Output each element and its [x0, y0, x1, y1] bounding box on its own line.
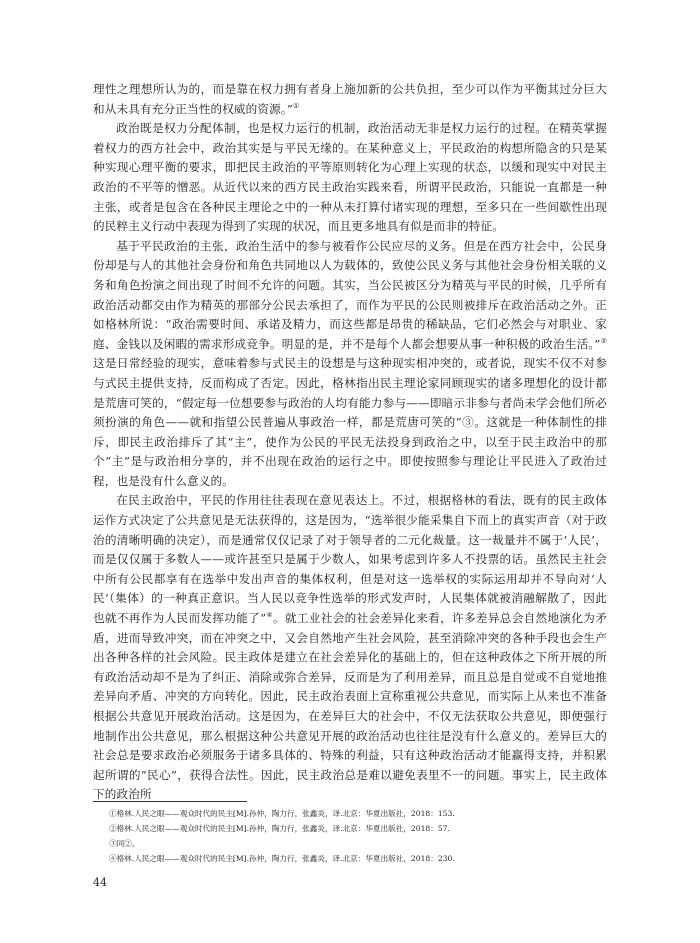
paragraph-3 [93, 237, 607, 492]
footnote-ref-2: ② [600, 336, 607, 345]
footnote-ref-1: ① [292, 101, 300, 110]
paragraph-4 [93, 491, 607, 805]
footnote-divider [93, 801, 247, 802]
paragraph-4-text: 在民主政治中，平民的作用往往表现在意见表达上。不过，根据格林的看法，既有的民主政体运作方式决定了公共意见是无法获得的，这是因为，“选举很少能采集自下而上的真实声音（对于政治的清晰明确的决定），而是通常仅仅记录了对于领导者的二元化裁量。这一裁量并不属于‘人民’，而是仅仅属于多数人——或许甚至只是属于少数人，如果考虑到许多人不投票的话。虽然民主社会中所有公民都享有在选举中发出声音的集体权利，但是对这一选举权的实际运用却并不导向对‘人民’（集体）的一种真正意识。当人民以竞争性选举的形式发声时，人民集体就被消融解散了，因此也就不再作为人民而发挥功能了” [93, 493, 607, 626]
footnote-3: ③同②。 [109, 839, 140, 848]
paragraph-1-text: 理性之理想所认为的，而是靠在权力拥有者身上施加新的公共负担，至少可以作为平衡其过分巨大和从未具有充分正当性的权威的资源。” [93, 82, 607, 116]
footnote-2: ②格林.人民之眼——观众时代的民主[M].孙仲，陶力行，张鑫炎，译.北京：华夏出版社，2018：57. [109, 824, 450, 833]
footnote-ref-4: ④ [266, 611, 273, 620]
paragraph-3-continuation: 这是日常经验的现实，意味着参与式民主的设想是与这种现实相冲突的，或者说，现实不仅不对参与式民主提供支持，反而构成了否定。因此，格林指出民主理论家同顾现实的诸多理想化的设计都是荒唐可笑的，“假定每一位想要参与政治的人均有能力参与——即暗示非参与者尚未学会他们所必须扮演的角色——就和指望公民普遍从事政治一样，都是荒唐可笑的”③。这就是一种体制性的排斥，即民主政治排斥了其“主”，使作为公民的平民无法投身到政治之中，以至于民主政治中的那个“主”是与政治相分享的，并不出现在政治的运行之中。即使按照参与理论让平民进入了政治过程，也是没有什么意义的。 [93, 356, 607, 488]
paragraph-4-continuation: 。就工业社会的社会差异化来看，许多差异总会自然地演化为矛盾，进而导致冲突，而在冲突之中，又会自然地产生社会风险，甚至消除冲突的各种手段也会生产出各种各样的社会风险。民主政体是建立在社会差异化的基础上的，但在这种政体之下所开展的所有政治活动却不是为了纠正、消除或弥合差异，反而是为了利用差异，而且总是自觉或不自觉地推差异向矛盾、冲突的方向转化。因此，民主政治表面上宣称重视公共意见，而实际上从来也不准备根据公共意见开展政治活动。这是因为，在差异巨大的社会中，不仅无法获取公共意见，即便强行地制作出公共意见，那么根据这种公共意见开展的政治活动也往往是没有什么意义的。差异巨大的社会总是要求政治必须服务于诸多具体的、特殊的利益，只有这种政治活动才能赢得支持，并积累起所谓的“民心”，获得合法性。因此，民主政治总是难以避免表里不一的问题。事实上，民主政体下的政治所 [93, 611, 607, 802]
paragraph-2-text: 政治既是权力分配体制，也是权力运行的机制，政治活动无非是权力运行的过程。在精英掌握着权力的西方社会中，政治其实是与平民无缘的。在某种意义上，平民政治的构想所隐含的只是某种实现心理平衡的要求，即把民主政治的平等原则转化为心理上实现的状态，以缓和现实中对民主政治的不平等的憎恶。从近代以来的西方民主政治实践来看，所谓平民政治，只能说一直都是一种主张，或者是包含在各种民主理论之中的一种从未打算付诸实现的理想，至多只在一些间歇性出现的民粹主义行动中表现为得到了实现的状况，而且更多地具有似是而非的特征。 [93, 121, 607, 234]
page-body [93, 80, 607, 805]
paragraph-3-text: 基于平民政治的主张，政治生活中的参与被看作公民应尽的义务。但是在西方社会中，公民身份却是与人的其他社会身份和角色共同地以人为载体的，致使公民义务与其他社会身份相关联的义务和角色扮演之间出现了时间不允许的问题。其实，当公民被区分为精英与平民的时候，几乎所有政治活动都交由作为精英的那部分公民去承担了，而作为平民的公民则被排斥在政治活动之外。正如格林所说：“政治需要时间、承诺及精力，而这些都是昂贵的稀缺品，它们必然会与对职业、家庭、金钱以及闲暇的需求形成竞争。明显的是，并不是每个人都会想要从事一种积极的政治生活。” [93, 238, 607, 351]
page-number: 44 [93, 876, 107, 889]
footnote-1: ①格林.人民之眼——观众时代的民主[M].孙仲，陶力行，张鑫炎，译.北京：华夏出版社，2018：153. [109, 809, 455, 818]
footnote-4: ④格林.人民之眼——观众时代的民主[M].孙仲，陶力行，张鑫炎，译.北京：华夏出版社，2018：230. [109, 854, 455, 863]
paragraph-1 [93, 80, 607, 119]
footnotes [93, 801, 607, 866]
paragraph-2 [93, 119, 607, 237]
